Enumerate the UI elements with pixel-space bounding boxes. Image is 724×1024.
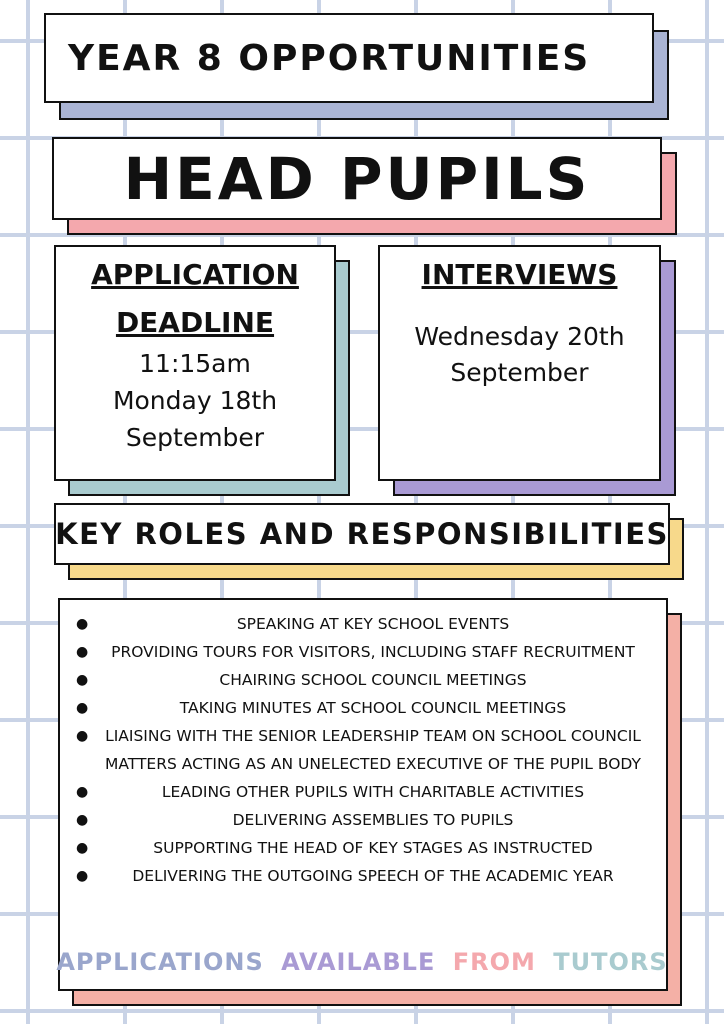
year-title: YEAR 8 OPPORTUNITIES: [68, 37, 591, 79]
list-item: [72, 666, 654, 694]
list-item: [72, 638, 654, 666]
page-title: HEAD PUPILS: [123, 144, 591, 213]
bullet-icon: ●: [76, 672, 89, 688]
bullet-icon: ●: [76, 868, 89, 884]
deadline-time: 11:15am: [139, 349, 251, 379]
list-item: [72, 722, 654, 778]
footer-word-applications: APPLICATIONS: [56, 948, 264, 976]
interviews-heading: INTERVIEWS: [421, 258, 618, 291]
bullet-icon: ●: [76, 728, 89, 744]
list-item-text: DELIVERING ASSEMBLIES TO PUPILS: [232, 811, 514, 829]
deadline-heading: [56, 251, 334, 346]
head-pupils-box: [52, 137, 662, 220]
list-item: [72, 862, 654, 890]
list-item: [72, 610, 654, 638]
list-item: [72, 806, 654, 834]
deadline-card: [54, 245, 336, 481]
roles-heading: KEY ROLES AND RESPONSIBILITIES: [55, 517, 669, 551]
footer-word-from: FROM: [452, 948, 536, 976]
interviews-card: [378, 245, 661, 481]
list-item-text: SPEAKING AT KEY SCHOOL EVENTS: [236, 615, 510, 633]
bullet-icon: ●: [76, 700, 89, 716]
bullet-icon: ●: [76, 812, 89, 828]
year-title-box: [44, 13, 654, 103]
bullet-icon: ●: [76, 840, 89, 856]
footer-word-available: AVAILABLE: [281, 948, 436, 976]
interviews-month: September: [450, 358, 589, 388]
deadline-day: Monday 18th: [112, 385, 278, 415]
interviews-day: Wednesday 20th: [414, 321, 625, 351]
bullet-icon: ●: [76, 616, 89, 632]
list-item-text: LIAISING WITH THE SENIOR LEADERSHIP TEAM ON SCHOOL COUNCIL MATTERS ACTING AS AN UNELECTED EXECUTIVE OF THE PUPIL BODY: [104, 727, 641, 773]
roles-list-box: [58, 598, 668, 991]
list-item-text: LEADING OTHER PUPILS WITH CHARITABLE ACTIVITIES: [161, 783, 585, 801]
list-item-text: SUPPORTING THE HEAD OF KEY STAGES AS INSTRUCTED: [153, 839, 593, 857]
list-item: [72, 834, 654, 862]
deadline-heading-line1: APPLICATION: [91, 258, 299, 291]
bullet-icon: ●: [76, 644, 89, 660]
roles-heading-box: [54, 503, 670, 565]
deadline-month: September: [125, 422, 265, 452]
list-item-text: CHAIRING SCHOOL COUNCIL MEETINGS: [219, 671, 527, 689]
list-item-text: PROVIDING TOURS FOR VISITORS, INCLUDING STAFF RECRUITMENT: [111, 643, 635, 661]
bullet-icon: ●: [76, 784, 89, 800]
list-item: [72, 778, 654, 806]
footer-word-tutors: TUTORS: [553, 948, 668, 976]
list-item: [72, 694, 654, 722]
applications-footer: [0, 948, 724, 976]
roles-list: [60, 610, 666, 890]
list-item-text: DELIVERING THE OUTGOING SPEECH OF THE ACADEMIC YEAR: [132, 867, 614, 885]
deadline-heading-line2: DEADLINE: [115, 305, 275, 339]
list-item-text: TAKING MINUTES AT SCHOOL COUNCIL MEETINGS: [179, 699, 567, 717]
